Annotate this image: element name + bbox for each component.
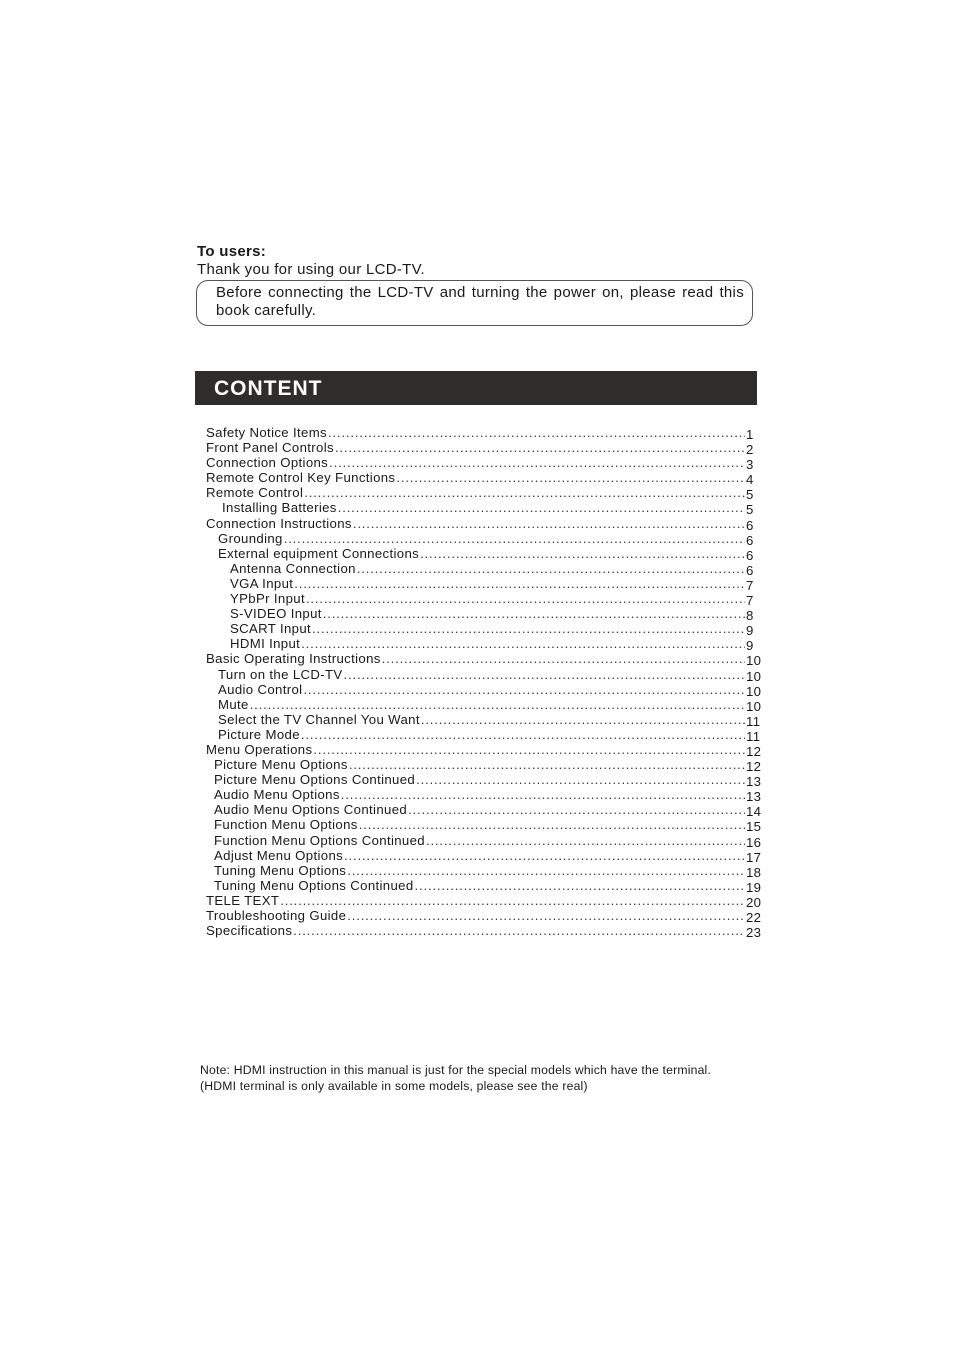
toc-dot-leader [426, 833, 745, 848]
toc-entry [206, 893, 763, 908]
toc-dot-leader [357, 561, 745, 576]
toc-entry [206, 591, 763, 609]
toc-entry-title: Tuning Menu Options Continued [214, 877, 414, 893]
toc-entry [206, 787, 763, 805]
toc-dot-leader [347, 908, 745, 923]
toc-dot-leader [323, 606, 745, 621]
toc-entry-page: 16 [746, 834, 762, 850]
toc-entry [206, 440, 763, 458]
toc-dot-leader [421, 712, 745, 727]
toc-entry-page: 13 [746, 774, 762, 790]
toc-dot-leader [408, 802, 745, 817]
toc-entry [206, 651, 763, 669]
toc-dot-leader [341, 787, 745, 802]
toc-entry-page: 12 [746, 743, 762, 759]
toc-dot-leader [396, 470, 745, 485]
toc-entry-page: 6 [746, 532, 754, 548]
toc-entry [206, 455, 763, 473]
toc-entry [206, 546, 763, 561]
toc-entry-page: 11 [746, 728, 761, 744]
toc-entry [206, 878, 763, 893]
toc-entry-title: Specifications [206, 923, 293, 939]
toc-entry-page: 5 [746, 502, 754, 518]
toc-entry [206, 470, 763, 488]
toc-dot-leader [303, 682, 745, 697]
toc-entry [206, 606, 763, 624]
toc-dot-leader [415, 878, 745, 893]
toc-entry-page: 14 [746, 804, 762, 820]
toc-dot-leader [416, 772, 745, 787]
table-of-contents [206, 425, 763, 941]
toc-entry-page: 9 [746, 623, 754, 639]
toc-entry-title: Turn on the LCD-TV [218, 666, 343, 682]
toc-dot-leader [420, 546, 745, 561]
thank-you-text: Thank you for using our LCD-TV. [197, 261, 426, 278]
toc-entry [206, 727, 763, 742]
toc-entry-page: 17 [746, 849, 762, 865]
toc-entry [206, 817, 763, 835]
toc-entry-page: 3 [746, 457, 754, 473]
toc-entry [206, 682, 763, 697]
toc-dot-leader [301, 636, 745, 651]
toc-dot-leader [312, 621, 745, 636]
to-users-heading: To users: [197, 243, 267, 260]
toc-entry [206, 516, 763, 531]
toc-dot-leader [313, 742, 745, 757]
toc-entry [206, 742, 763, 757]
content-heading: CONTENT [195, 371, 757, 405]
toc-entry-page: 11 [746, 713, 761, 729]
toc-entry-page: 7 [746, 593, 754, 609]
toc-entry-title: Picture Menu Options [214, 757, 348, 773]
toc-entry-title: S-VIDEO Input [230, 606, 322, 622]
toc-entry-title: Troubleshooting Guide [206, 908, 347, 923]
toc-entry-page: 13 [746, 789, 762, 805]
toc-entry [206, 908, 763, 923]
toc-dot-leader [382, 651, 745, 666]
toc-dot-leader [294, 576, 745, 591]
toc-dot-leader [304, 485, 745, 500]
toc-entry-page: 10 [746, 653, 762, 669]
toc-entry-title: Connection Instructions [206, 515, 352, 531]
toc-entry [206, 772, 763, 790]
toc-dot-leader [359, 817, 745, 832]
toc-entry [206, 863, 763, 878]
toc-entry-title: SCART Input [230, 621, 312, 637]
toc-entry [206, 425, 763, 440]
toc-entry [206, 576, 763, 591]
toc-dot-leader [344, 667, 745, 682]
toc-entry-title: HDMI Input [230, 636, 301, 652]
toc-entry [206, 923, 763, 941]
toc-entry-title: Connection Options [206, 455, 329, 471]
toc-dot-leader [349, 757, 745, 772]
toc-entry-page: 23 [746, 925, 762, 941]
toc-entry-page: 10 [746, 668, 762, 684]
toc-entry-title: Front Panel Controls [206, 440, 334, 456]
toc-entry-page: 8 [746, 608, 754, 624]
toc-entry-title: Picture Mode [218, 726, 300, 742]
toc-dot-leader [280, 893, 745, 908]
toc-entry-page: 5 [746, 487, 754, 503]
toc-entry-title: Safety Notice Items [206, 425, 327, 440]
toc-entry-page: 9 [746, 638, 754, 654]
toc-entry-page: 7 [746, 577, 754, 593]
toc-entry-title: VGA Input [230, 575, 294, 591]
toc-entry-page: 10 [746, 698, 762, 714]
toc-entry-page: 19 [746, 879, 762, 895]
toc-entry-title: Menu Operations [206, 741, 313, 757]
toc-entry-page: 6 [746, 517, 754, 533]
toc-entry-title: Antenna Connection [230, 560, 356, 576]
toc-entry [206, 697, 763, 712]
read-manual-notice: Before connecting the LCD-TV and turning the power on, please read this book carefully. [196, 280, 753, 326]
toc-entry-title: Tuning Menu Options [214, 862, 347, 878]
hdmi-note-line-2: (HDMI terminal is only available in some models, please see the real) [200, 1078, 588, 1093]
toc-entry-title: Remote Control Key Functions [206, 470, 396, 486]
toc-dot-leader [284, 531, 745, 546]
toc-entry-title: Mute [218, 696, 249, 712]
toc-entry [206, 757, 763, 775]
toc-entry [206, 621, 763, 639]
toc-dot-leader [338, 500, 745, 515]
toc-entry-page: 1 [746, 427, 754, 442]
toc-entry-title: Adjust Menu Options [214, 847, 344, 863]
toc-dot-leader [306, 591, 745, 606]
toc-entry [206, 667, 763, 682]
toc-dot-leader [353, 516, 745, 531]
toc-entry [206, 712, 763, 727]
toc-dot-leader [301, 727, 745, 742]
toc-entry [206, 833, 763, 848]
toc-entry-page: 10 [746, 683, 762, 699]
toc-dot-leader [329, 455, 745, 470]
toc-entry-title: Grounding [218, 530, 283, 546]
toc-entry-page: 12 [746, 759, 762, 775]
toc-entry-page: 20 [746, 894, 762, 910]
toc-entry [206, 485, 763, 503]
toc-entry-title: Audio Menu Options [214, 787, 340, 803]
toc-entry-title: Remote Control [206, 485, 304, 501]
toc-dot-leader [344, 848, 745, 863]
toc-entry-page: 22 [746, 910, 762, 925]
toc-entry-page: 6 [746, 562, 754, 578]
toc-entry-title: TELE TEXT [206, 892, 280, 908]
toc-dot-leader [347, 863, 745, 878]
toc-entry [206, 500, 763, 518]
toc-entry-title: External equipment Connections [218, 545, 420, 561]
toc-entry [206, 636, 763, 654]
toc-entry [206, 848, 763, 863]
toc-entry-title: Function Menu Options Continued [214, 832, 425, 848]
toc-dot-leader [250, 697, 745, 712]
toc-entry-title: Select the TV Channel You Want [218, 711, 420, 727]
toc-entry-title: Installing Batteries [222, 500, 337, 516]
toc-entry [206, 561, 763, 576]
toc-entry [206, 802, 763, 820]
toc-entry-title: Audio Control [218, 681, 303, 697]
toc-entry-page: 6 [746, 547, 754, 563]
toc-dot-leader [328, 425, 745, 440]
hdmi-note-line-1: Note: HDMI instruction in this manual is just for the special models which have the terminal. [200, 1063, 712, 1077]
toc-entry-page: 4 [746, 472, 754, 488]
toc-entry-title: Picture Menu Options Continued [214, 772, 416, 788]
hdmi-note [200, 1063, 770, 1094]
toc-entry-page: 15 [746, 819, 762, 835]
toc-entry-title: YPbPr Input [230, 591, 305, 607]
toc-dot-leader [293, 923, 745, 938]
toc-entry-title: Basic Operating Instructions [206, 651, 381, 667]
toc-dot-leader [335, 440, 745, 455]
toc-entry-page: 2 [746, 442, 754, 458]
toc-entry-page: 18 [746, 864, 762, 880]
toc-entry [206, 531, 763, 546]
toc-entry-title: Function Menu Options [214, 817, 358, 833]
toc-entry-title: Audio Menu Options Continued [214, 802, 408, 818]
